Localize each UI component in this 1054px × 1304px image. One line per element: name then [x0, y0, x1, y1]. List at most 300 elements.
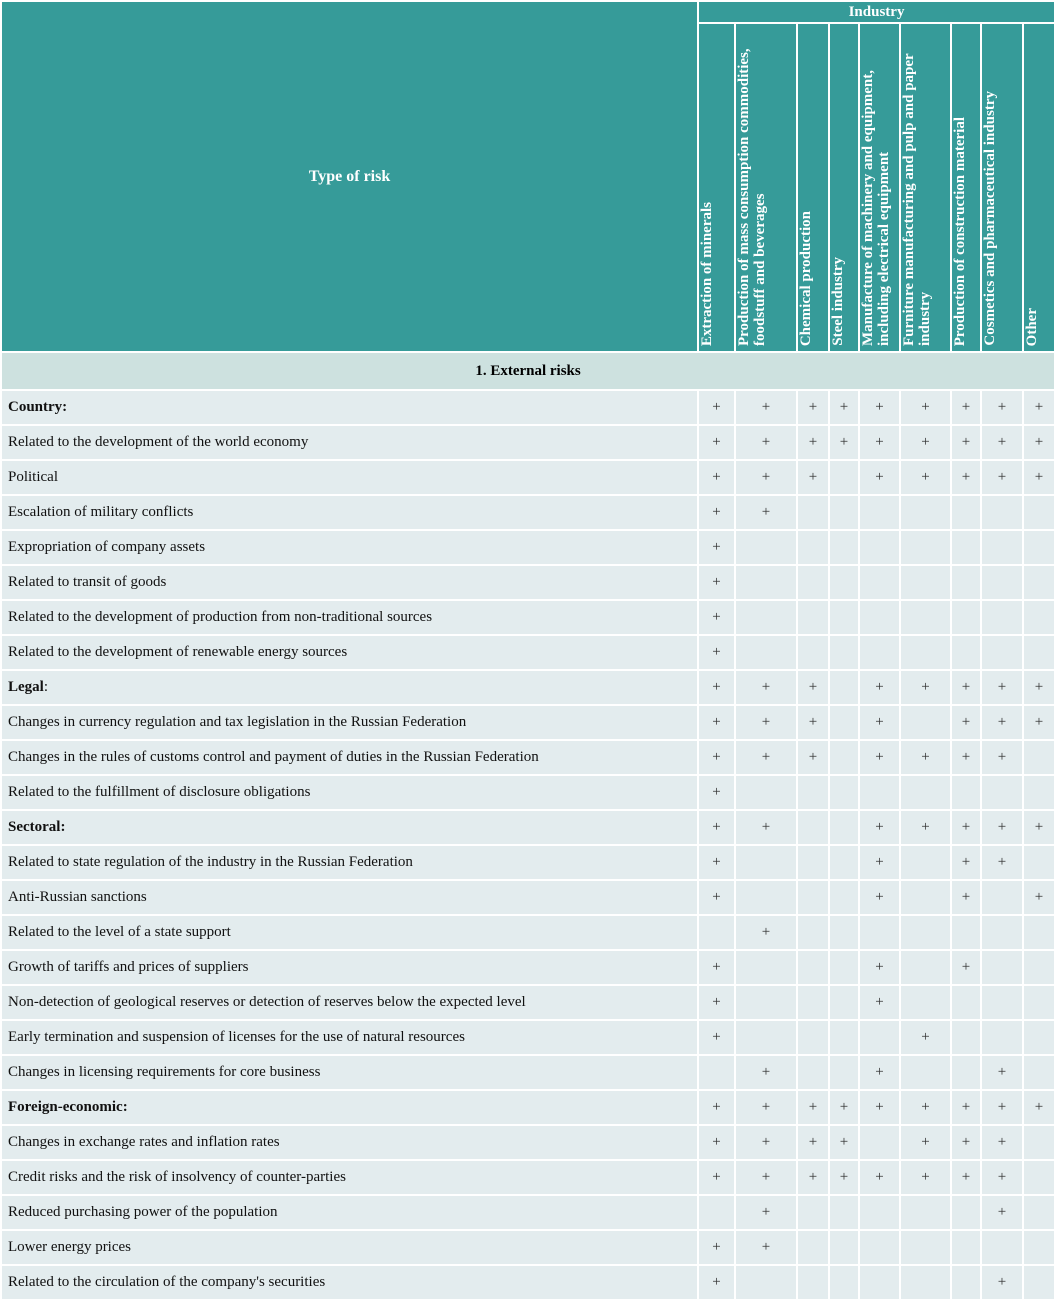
- industry-mark-cell: [698, 600, 735, 635]
- industry-mark-cell: [951, 985, 981, 1020]
- risk-label: [1, 635, 698, 670]
- industry-column-header: [951, 23, 981, 352]
- industry-mark-cell: [900, 775, 951, 810]
- plus-mark: +: [961, 1099, 971, 1115]
- risk-label: [1, 1265, 698, 1300]
- plus-mark: +: [808, 679, 818, 695]
- plus-mark: +: [961, 434, 971, 450]
- risk-label: [1, 600, 698, 635]
- industry-mark-cell: [859, 775, 900, 810]
- industry-mark-cell: [1023, 390, 1054, 425]
- plus-mark: +: [712, 994, 721, 1010]
- industry-mark-cell: [981, 1055, 1023, 1090]
- industry-mark-cell: [981, 600, 1023, 635]
- risk-label: [1, 845, 698, 880]
- plus-mark: +: [1034, 434, 1044, 450]
- risk-label-text: Expropriation of company assets: [8, 539, 206, 555]
- plus-mark: +: [997, 469, 1007, 485]
- industry-mark-cell: [829, 775, 859, 810]
- industry-mark-cell: [797, 1230, 829, 1265]
- industry-mark-cell: [829, 1195, 859, 1230]
- industry-mark-cell: [797, 460, 829, 495]
- industry-mark-cell: [797, 530, 829, 565]
- risk-label: [1, 740, 698, 775]
- plus-mark: +: [961, 469, 971, 485]
- industry-mark-cell: [797, 705, 829, 740]
- industry-mark-cell: [797, 1160, 829, 1195]
- industry-mark-cell: [698, 985, 735, 1020]
- risk-label-suffix: :: [43, 679, 49, 695]
- industry-mark-cell: [698, 950, 735, 985]
- plus-mark: +: [921, 679, 930, 695]
- industry-mark-cell: [951, 670, 981, 705]
- industry-column-label: Steel industry: [830, 257, 846, 346]
- industry-mark-cell: [1023, 880, 1054, 915]
- industry-mark-cell: [951, 1090, 981, 1125]
- risk-label-text: Legal: [8, 679, 44, 695]
- industry-mark-cell: [900, 740, 951, 775]
- industry-mark-cell: [797, 670, 829, 705]
- risk-label-text: Foreign-economic:: [8, 1099, 128, 1115]
- plus-mark: +: [997, 399, 1007, 415]
- industry-mark-cell: [829, 425, 859, 460]
- industry-mark-cell: [797, 600, 829, 635]
- industry-mark-cell: [900, 1020, 951, 1055]
- plus-mark: +: [921, 1029, 930, 1045]
- risk-label-text: Changes in exchange rates and inflation rates: [8, 1134, 280, 1150]
- plus-mark: +: [997, 714, 1007, 730]
- industry-mark-cell: [797, 950, 829, 985]
- industry-mark-cell: [900, 495, 951, 530]
- plus-mark: +: [712, 504, 721, 520]
- plus-mark: +: [712, 1134, 721, 1150]
- industry-mark-cell: [698, 1195, 735, 1230]
- plus-mark: +: [712, 469, 721, 485]
- industry-mark-cell: [951, 600, 981, 635]
- industry-mark-cell: [735, 670, 797, 705]
- industry-mark-cell: [900, 1055, 951, 1090]
- risk-label: [1, 1090, 698, 1125]
- industry-mark-cell: [797, 845, 829, 880]
- industry-mark-cell: [951, 915, 981, 950]
- industry-mark-cell: [698, 670, 735, 705]
- industry-mark-cell: [735, 1020, 797, 1055]
- risk-label-text: Related to the development of production from non-traditional sources: [8, 609, 433, 625]
- industry-mark-cell: [735, 390, 797, 425]
- industry-mark-cell: [797, 740, 829, 775]
- industry-mark-cell: [1023, 1230, 1054, 1265]
- industry-column-header: [900, 23, 951, 352]
- industry-mark-cell: [735, 635, 797, 670]
- industry-mark-cell: [900, 1195, 951, 1230]
- plus-mark: +: [1034, 714, 1044, 730]
- industry-mark-cell: [859, 810, 900, 845]
- section-title: 1. External risks: [1, 352, 1054, 390]
- industry-mark-cell: [951, 390, 981, 425]
- plus-mark: +: [875, 679, 884, 695]
- plus-mark: +: [961, 889, 971, 905]
- plus-mark: +: [761, 679, 771, 695]
- plus-mark: +: [712, 1239, 721, 1255]
- industry-mark-cell: [859, 845, 900, 880]
- industry-mark-cell: [735, 1265, 797, 1300]
- industry-mark-cell: [829, 915, 859, 950]
- table-row: [1, 1125, 1054, 1160]
- industry-mark-cell: [735, 600, 797, 635]
- industry-mark-cell: [900, 530, 951, 565]
- industry-mark-cell: [698, 1055, 735, 1090]
- plus-mark: +: [712, 644, 721, 660]
- industry-mark-cell: [981, 1265, 1023, 1300]
- industry-column-header: [859, 23, 900, 352]
- industry-mark-cell: [981, 950, 1023, 985]
- risk-label-text: Credit risks and the risk of insolvency of counter-parties: [8, 1169, 346, 1185]
- industry-mark-cell: [951, 880, 981, 915]
- industry-mark-cell: [735, 950, 797, 985]
- industry-mark-cell: [698, 390, 735, 425]
- industry-mark-cell: [829, 460, 859, 495]
- plus-mark: +: [712, 959, 721, 975]
- industry-mark-cell: [735, 565, 797, 600]
- plus-mark: +: [875, 1169, 884, 1185]
- industry-mark-cell: [1023, 1055, 1054, 1090]
- industry-mark-cell: [951, 530, 981, 565]
- plus-mark: +: [712, 1274, 721, 1290]
- industry-mark-cell: [735, 880, 797, 915]
- industry-mark-cell: [900, 810, 951, 845]
- plus-mark: +: [921, 819, 930, 835]
- industry-mark-cell: [829, 1055, 859, 1090]
- table-row: [1, 775, 1054, 810]
- industry-mark-cell: [829, 810, 859, 845]
- industry-mark-cell: [735, 915, 797, 950]
- industry-mark-cell: [981, 775, 1023, 810]
- risk-label-text: Escalation of military conflicts: [8, 504, 194, 520]
- plus-mark: +: [808, 469, 818, 485]
- industry-mark-cell: [981, 530, 1023, 565]
- risk-label-text: Non-detection of geological reserves or detection of reserves below the expected level: [8, 994, 526, 1010]
- industry-mark-cell: [698, 1265, 735, 1300]
- industry-mark-cell: [859, 1195, 900, 1230]
- plus-mark: +: [875, 1064, 884, 1080]
- industry-mark-cell: [829, 950, 859, 985]
- table-row: [1, 810, 1054, 845]
- table-row: [1, 950, 1054, 985]
- industry-mark-cell: [1023, 425, 1054, 460]
- industry-mark-cell: [981, 1160, 1023, 1195]
- industry-mark-cell: [829, 565, 859, 600]
- industry-mark-cell: [859, 1125, 900, 1160]
- plus-mark: +: [921, 1134, 930, 1150]
- industry-mark-cell: [698, 425, 735, 460]
- industry-mark-cell: [1023, 1090, 1054, 1125]
- industry-mark-cell: [951, 1020, 981, 1055]
- plus-mark: +: [961, 399, 971, 415]
- plus-mark: +: [997, 434, 1007, 450]
- risk-label: [1, 915, 698, 950]
- industry-mark-cell: [1023, 670, 1054, 705]
- industry-mark-cell: [829, 390, 859, 425]
- industry-mark-cell: [735, 1125, 797, 1160]
- plus-mark: +: [961, 749, 971, 765]
- industry-mark-cell: [859, 915, 900, 950]
- industry-mark-cell: [829, 530, 859, 565]
- industry-mark-cell: [859, 740, 900, 775]
- industry-mark-cell: [1023, 1160, 1054, 1195]
- risk-label: [1, 950, 698, 985]
- industry-mark-cell: [698, 740, 735, 775]
- plus-mark: +: [961, 1169, 971, 1185]
- industry-mark-cell: [698, 530, 735, 565]
- plus-mark: +: [712, 1029, 721, 1045]
- plus-mark: +: [875, 469, 884, 485]
- risk-label-text: Related to the development of the world economy: [8, 434, 309, 450]
- plus-mark: +: [761, 1239, 771, 1255]
- industry-header: Industry: [698, 1, 1054, 23]
- industry-mark-cell: [735, 1195, 797, 1230]
- plus-mark: +: [761, 399, 771, 415]
- industry-mark-cell: [829, 845, 859, 880]
- industry-mark-cell: [797, 810, 829, 845]
- plus-mark: +: [997, 1274, 1007, 1290]
- plus-mark: +: [808, 749, 818, 765]
- plus-mark: +: [839, 434, 849, 450]
- industry-mark-cell: [698, 810, 735, 845]
- industry-mark-cell: [900, 1090, 951, 1125]
- industry-mark-cell: [981, 390, 1023, 425]
- industry-column-header: [797, 23, 829, 352]
- industry-mark-cell: [735, 425, 797, 460]
- plus-mark: +: [961, 1134, 971, 1150]
- industry-mark-cell: [698, 495, 735, 530]
- industry-mark-cell: [900, 635, 951, 670]
- plus-mark: +: [712, 1169, 721, 1185]
- plus-mark: +: [1034, 469, 1044, 485]
- industry-mark-cell: [1023, 1020, 1054, 1055]
- industry-mark-cell: [1023, 1195, 1054, 1230]
- plus-mark: +: [875, 1099, 884, 1115]
- industry-column-header: [1023, 23, 1054, 352]
- risk-label-text: Changes in currency regulation and tax legislation in the Russian Federation: [8, 714, 467, 730]
- plus-mark: +: [997, 749, 1007, 765]
- table-row: [1, 1020, 1054, 1055]
- table-row: [1, 845, 1054, 880]
- industry-column-label: Cosmetics and pharmaceutical industry: [982, 91, 998, 346]
- industry-mark-cell: [1023, 1265, 1054, 1300]
- table-row: [1, 880, 1054, 915]
- risk-label: [1, 1195, 698, 1230]
- table-row: [1, 985, 1054, 1020]
- industry-mark-cell: [859, 670, 900, 705]
- table-row: [1, 705, 1054, 740]
- plus-mark: +: [921, 469, 930, 485]
- industry-mark-cell: [981, 810, 1023, 845]
- risk-label: [1, 775, 698, 810]
- industry-mark-cell: [859, 565, 900, 600]
- plus-mark: +: [808, 1099, 818, 1115]
- risk-label-text: Country:: [8, 399, 68, 415]
- plus-mark: +: [712, 539, 721, 555]
- industry-mark-cell: [698, 1160, 735, 1195]
- industry-mark-cell: [1023, 705, 1054, 740]
- industry-mark-cell: [829, 1160, 859, 1195]
- industry-mark-cell: [859, 495, 900, 530]
- plus-mark: +: [875, 959, 884, 975]
- industry-mark-cell: [951, 1265, 981, 1300]
- industry-mark-cell: [951, 1160, 981, 1195]
- industry-mark-cell: [900, 1265, 951, 1300]
- risk-label-text: Related to transit of goods: [8, 574, 167, 590]
- risk-label-text: Related to the fulfillment of disclosure obligations: [8, 784, 311, 800]
- industry-mark-cell: [829, 1230, 859, 1265]
- plus-mark: +: [961, 854, 971, 870]
- industry-mark-cell: [981, 635, 1023, 670]
- industry-mark-cell: [859, 460, 900, 495]
- plus-mark: +: [761, 469, 771, 485]
- industry-mark-cell: [735, 810, 797, 845]
- industry-mark-cell: [797, 495, 829, 530]
- industry-mark-cell: [900, 950, 951, 985]
- industry-mark-cell: [698, 460, 735, 495]
- industry-mark-cell: [797, 880, 829, 915]
- risk-label-text: Growth of tariffs and prices of suppliers: [8, 959, 249, 975]
- industry-mark-cell: [981, 880, 1023, 915]
- industry-mark-cell: [900, 390, 951, 425]
- plus-mark: +: [921, 399, 930, 415]
- industry-mark-cell: [900, 565, 951, 600]
- industry-mark-cell: [981, 705, 1023, 740]
- industry-mark-cell: [900, 985, 951, 1020]
- plus-mark: +: [961, 819, 971, 835]
- plus-mark: +: [761, 714, 771, 730]
- industry-mark-cell: [951, 565, 981, 600]
- industry-mark-cell: [829, 600, 859, 635]
- risk-label: [1, 1160, 698, 1195]
- plus-mark: +: [712, 714, 721, 730]
- plus-mark: +: [875, 434, 884, 450]
- industry-mark-cell: [859, 1055, 900, 1090]
- industry-mark-cell: [1023, 635, 1054, 670]
- industry-mark-cell: [698, 775, 735, 810]
- table-row: [1, 1230, 1054, 1265]
- risk-label-text: Anti-Russian sanctions: [8, 889, 147, 905]
- industry-mark-cell: [797, 565, 829, 600]
- industry-mark-cell: [859, 950, 900, 985]
- plus-mark: +: [1034, 819, 1044, 835]
- industry-mark-cell: [859, 530, 900, 565]
- industry-mark-cell: [829, 1090, 859, 1125]
- risk-label-text: Early termination and suspension of licenses for the use of natural resources: [8, 1029, 465, 1045]
- industry-mark-cell: [981, 915, 1023, 950]
- industry-mark-cell: [859, 635, 900, 670]
- table-row: [1, 460, 1054, 495]
- plus-mark: +: [839, 1169, 849, 1185]
- industry-mark-cell: [951, 1195, 981, 1230]
- plus-mark: +: [712, 784, 721, 800]
- industry-mark-cell: [829, 495, 859, 530]
- industry-mark-cell: [951, 425, 981, 460]
- industry-mark-cell: [859, 390, 900, 425]
- industry-column-label: Other: [1024, 307, 1040, 346]
- industry-mark-cell: [951, 1125, 981, 1160]
- industry-mark-cell: [829, 670, 859, 705]
- industry-mark-cell: [1023, 950, 1054, 985]
- industry-mark-cell: [1023, 1125, 1054, 1160]
- industry-mark-cell: [797, 1020, 829, 1055]
- industry-mark-cell: [1023, 600, 1054, 635]
- plus-mark: +: [1034, 679, 1044, 695]
- industry-mark-cell: [900, 845, 951, 880]
- risk-label-text: Sectoral:: [8, 819, 66, 835]
- industry-mark-cell: [900, 1230, 951, 1265]
- table-row: [1, 670, 1054, 705]
- industry-mark-cell: [829, 740, 859, 775]
- plus-mark: +: [997, 1064, 1007, 1080]
- plus-mark: +: [761, 434, 771, 450]
- industry-mark-cell: [829, 635, 859, 670]
- industry-mark-cell: [735, 1230, 797, 1265]
- risk-label: [1, 460, 698, 495]
- plus-mark: +: [997, 819, 1007, 835]
- plus-mark: +: [997, 1204, 1007, 1220]
- table-header: [1, 1, 1054, 352]
- risk-label-text: Political: [8, 469, 58, 485]
- risk-label: [1, 1125, 698, 1160]
- industry-mark-cell: [900, 1160, 951, 1195]
- industry-mark-cell: [1023, 460, 1054, 495]
- industry-mark-cell: [735, 740, 797, 775]
- plus-mark: +: [712, 679, 721, 695]
- plus-mark: +: [875, 819, 884, 835]
- risk-label-text: Changes in the rules of customs control and payment of duties in the Russian Federation: [8, 749, 539, 765]
- risk-label: [1, 670, 698, 705]
- plus-mark: +: [1034, 399, 1044, 415]
- industry-mark-cell: [735, 705, 797, 740]
- industry-mark-cell: [951, 810, 981, 845]
- risk-label-text: Lower energy prices: [8, 1239, 132, 1255]
- table-row: [1, 390, 1054, 425]
- plus-mark: +: [712, 434, 721, 450]
- risk-label: [1, 705, 698, 740]
- table-row: [1, 600, 1054, 635]
- industry-mark-cell: [698, 1230, 735, 1265]
- industry-mark-cell: [829, 880, 859, 915]
- industry-mark-cell: [951, 705, 981, 740]
- industry-mark-cell: [735, 460, 797, 495]
- industry-mark-cell: [829, 1125, 859, 1160]
- plus-mark: +: [875, 749, 884, 765]
- risk-label-text: Related to the circulation of the company's securities: [8, 1274, 326, 1290]
- industry-mark-cell: [859, 1160, 900, 1195]
- industry-mark-cell: [981, 1125, 1023, 1160]
- table-row: [1, 1195, 1054, 1230]
- industry-mark-cell: [981, 460, 1023, 495]
- industry-column-label: Manufacture of machinery and equipment, including electrical equipment: [860, 70, 892, 346]
- plus-mark: +: [997, 1134, 1007, 1150]
- industry-mark-cell: [859, 1020, 900, 1055]
- risk-label: [1, 985, 698, 1020]
- plus-mark: +: [961, 679, 971, 695]
- industry-mark-cell: [698, 1020, 735, 1055]
- risk-label: [1, 495, 698, 530]
- risk-label: [1, 810, 698, 845]
- plus-mark: +: [921, 434, 930, 450]
- plus-mark: +: [808, 1169, 818, 1185]
- table-row: [1, 425, 1054, 460]
- plus-mark: +: [808, 714, 818, 730]
- industry-mark-cell: [859, 1090, 900, 1125]
- plus-mark: +: [875, 714, 884, 730]
